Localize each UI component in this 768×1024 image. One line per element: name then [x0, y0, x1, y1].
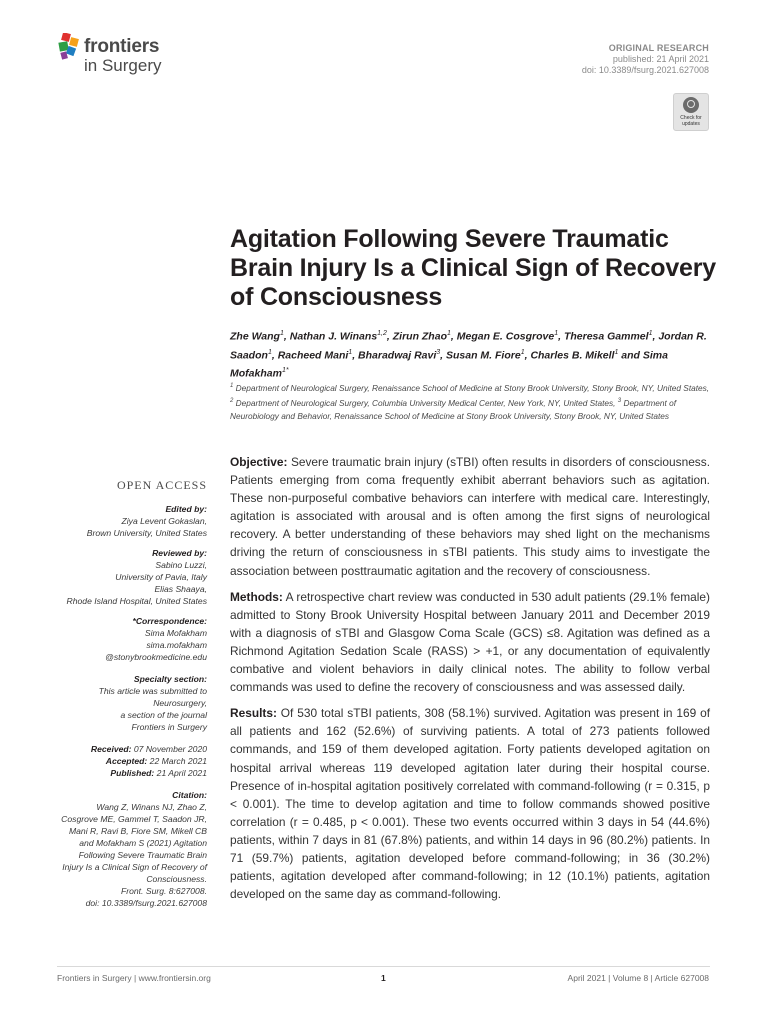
author-name[interactable]: Zhe Wang	[230, 330, 280, 343]
author-name[interactable]: Susan M. Fiore	[446, 349, 521, 361]
citation-line: and Mofakham S (2021) Agitation	[79, 838, 207, 848]
affiliation-marker: 1	[230, 383, 234, 389]
article-type: ORIGINAL RESEARCH	[608, 43, 709, 53]
citation-line: Wang Z, Winans NJ, Zhao Z,	[96, 802, 207, 812]
author-name[interactable]: Jordan R. Saadon	[230, 330, 707, 361]
abstract-section-text: Severe traumatic brain injury (sTBI) often results in disorders of consciousness. Patients emerging from coma frequently exhibit aberrant behaviors such as agitation. These non-purposeful combative behaviors can interfere with medical care. Interestingly, agitation is associated with arousal and is often among the first signs of neurological recovery. A better understanding of these behaviors may shed light on the mechanisms driving the return of consciousness in sTBI patients. This study aims to investigate the association between posttraumatic agitation and the recovery of consciousness.	[230, 455, 710, 578]
journal-logo	[57, 33, 207, 81]
specialty-line: This article was submitted to	[98, 686, 207, 696]
author-name[interactable]: Racheed Mani	[277, 349, 349, 361]
author-list: Zhe Wang$^1$, Nathan J. Winans$^{1,2}$, Zirun Zhao$^1$, Megan E. Cosgrove$^1$, Theresa Gammel$^1$, Jordan R. Saadon$^1$, Racheed Mani$^1$, Bharadwaj Ravi$^3$, Susan M. Fiore$^1$, Charles B. Mikell$^1$ and Sima Mofakham$^{1*}$	[230, 330, 707, 380]
specialty-line: Neurosurgery,	[153, 698, 207, 708]
abstract-section-label: Results:	[230, 706, 277, 721]
footer-divider	[57, 966, 710, 967]
affiliation-marker: 3	[617, 397, 622, 404]
author-name[interactable]: Theresa Gammel	[563, 330, 649, 343]
edited-by-label: Edited by:	[165, 504, 207, 514]
specialty-line: Frontiers in Surgery	[131, 722, 207, 732]
affiliation-text: Department of Neurobiology and Behavior, Renaissance School of Medicine at Stony Brook University, Stony Brook, NY, United States	[230, 397, 677, 421]
affiliation-text: Department of Neurological Surgery, Renaissance School of Medicine at Stony Brook University, Stony Brook, NY, United States,	[233, 382, 710, 393]
citation-line: Injury Is a Clinical Sign of Recovery of	[62, 862, 207, 872]
citation-line: Mani R, Ravi B, Fiore SM, Mikell CB	[68, 826, 207, 836]
article-header-meta	[582, 43, 709, 76]
specialty-section-label: Specialty section:	[133, 674, 207, 684]
reviewed-by-label: Reviewed by:	[152, 548, 207, 558]
journal-name-line2: in Surgery	[84, 56, 162, 75]
editor-info	[37, 515, 207, 539]
editor-line: Brown University, United States	[86, 528, 207, 538]
author-name[interactable]: Zirun Zhao	[392, 330, 447, 343]
article-title: Agitation Following Severe Traumatic Brain Injury Is a Clinical Sign of Recovery of Consciousness	[230, 225, 716, 311]
footer-journal-link[interactable]: Frontiers in Surgery | www.frontiersin.org	[57, 973, 211, 983]
abstract-section-text: A retrospective chart review was conducted in 530 adult patients (29.1% female) admitted to Stony Brook University Hospital between January 2011 and December 2019 with a diagnosis of sTBI and Glasgow Coma Scale (GCS) ≤8. Agitation was defined as a Richmond Agitation Sedation Scale (RASS) > +1, or any documentation of equivalently combative and violent behaviors in daily clinical notes. The ability to follow verbal commands was used to define the recovery of consciousness and was assessed daily.	[230, 589, 710, 695]
author-name[interactable]: Bharadwaj Ravi	[358, 349, 437, 361]
author-affiliation-marker: 1	[554, 330, 559, 337]
specialty-line: a section of the journal	[120, 710, 207, 720]
reviewer-line: Rhode Island Hospital, United States	[66, 596, 207, 606]
citation-line: Following Severe Traumatic Brain	[78, 850, 207, 860]
open-access-label: OPEN ACCESS	[116, 478, 207, 492]
page-number: 1	[381, 973, 386, 983]
abstract-section-text: Of 530 total sTBI patients, 308 (58.1%) survived. Agitation was present in 169 of all patients and 162 (52.6%) of surviving patients. A total of 273 patients followed commands, and 159 of them developed agitation. Forty patients developed agitation on hospital arrival whereas 119 developed agitation later during their hospital course. Presence of in-hospital agitation positively correlated with command-following (r = 0.315, p < 0.001). The time to develop agitation and time to follow commands showed positive correlation (r = 0.485, p < 0.001). These two events occurred within 3 days in 54 (44.6%) patients, within 7 days in 81 (67.8%) patients, and within 14 days in 96 (80.2%) patients. In 71 (59.7%) patients, agitation developed before command-following; in 36 (30.2%) patients, agitation developed after command-following; in 12 (10.1%) patients, agitation developed on the same day as command-following.	[230, 706, 710, 902]
affiliation-text: Department of Neurological Surgery, Columbia University Medical Center, New York, NY, United States,	[233, 397, 618, 408]
affiliations	[230, 380, 710, 423]
article-sidebar	[37, 479, 207, 909]
author-affiliation-marker: 1	[267, 348, 272, 356]
author-name[interactable]: Sima Mofakham	[230, 349, 668, 380]
abstract-section	[230, 453, 710, 580]
frontiers-logo-icon	[57, 33, 81, 61]
author-name[interactable]: Megan E. Cosgrove	[456, 330, 555, 343]
correspondence-line: @stonybrookmedicine.edu	[105, 652, 207, 662]
author-affiliation-marker: 1	[648, 330, 653, 337]
author-affiliation-marker: 1*	[281, 367, 289, 374]
abstract-section	[230, 588, 710, 697]
published-date-sidebar: Published: 21 April 2021	[110, 768, 207, 778]
author-affiliation-marker: 1	[279, 330, 284, 337]
journal-name-line1: frontiers	[84, 36, 160, 57]
author-affiliation-marker: 1,2	[377, 330, 387, 337]
citation-info	[37, 801, 207, 909]
author-affiliation-marker: 3	[436, 348, 441, 356]
abstract-section-label: Methods:	[230, 589, 283, 604]
author-name[interactable]: Nathan J. Winans	[289, 330, 378, 343]
check-updates-label: Check for updates	[680, 115, 702, 127]
received-date: Received: 07 November 2020	[90, 744, 207, 754]
published-date: published: 21 April 2021	[612, 54, 709, 64]
abstract-section-label: Objective:	[230, 455, 288, 469]
editor-line: Ziya Levent Gokaslan,	[121, 516, 207, 526]
author-affiliation-marker: 1	[446, 330, 451, 337]
citation-label: Citation:	[172, 790, 207, 800]
footer-issue-info: April 2021 | Volume 8 | Article 627008	[567, 973, 709, 983]
citation-line: Consciousness.	[146, 874, 207, 884]
citation-line: Cosgrove ME, Gammel T, Saadon JR,	[61, 814, 207, 824]
citation-line: Front. Surg. 8:627008.	[121, 886, 207, 896]
specialty-section-info	[37, 685, 207, 733]
author-affiliation-marker: 1	[614, 348, 619, 356]
check-for-updates-badge[interactable]	[673, 93, 709, 131]
article-doi[interactable]: doi: 10.3389/fsurg.2021.627008	[581, 65, 709, 75]
check-updates-icon	[683, 97, 699, 113]
reviewer-info	[37, 559, 207, 607]
correspondence-label: *Correspondence:	[132, 616, 207, 626]
reviewer-line: University of Pavia, Italy	[115, 572, 207, 582]
abstract-section	[230, 704, 710, 903]
correspondence-line: Sima Mofakham	[144, 628, 207, 638]
correspondence-line: sima.mofakham	[146, 640, 207, 650]
abstract	[230, 453, 710, 911]
reviewer-line: Elias Shaaya,	[154, 584, 207, 594]
reviewer-line: Sabino Luzzi,	[155, 560, 207, 570]
author-name[interactable]: Charles B. Mikell	[530, 349, 615, 361]
citation-line: doi: 10.3389/fsurg.2021.627008	[85, 898, 207, 908]
affiliation-marker: 2	[230, 397, 234, 404]
author-affiliation-marker: 1	[520, 348, 525, 356]
correspondence-info[interactable]	[37, 627, 207, 663]
author-affiliation-marker: 1	[348, 348, 353, 356]
accepted-date: Accepted: 22 March 2021	[105, 756, 207, 766]
